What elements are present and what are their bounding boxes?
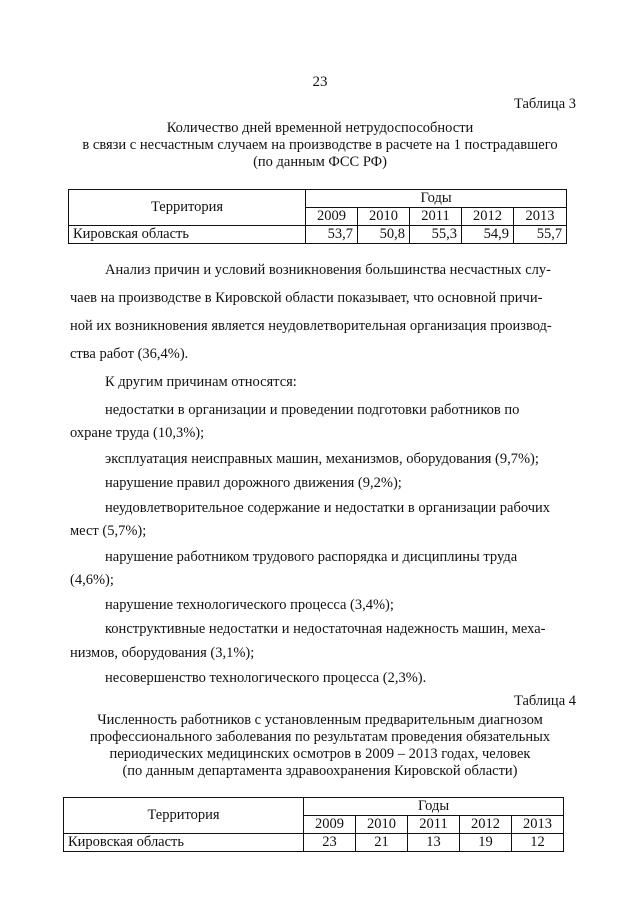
table4-value-cell: 12	[512, 834, 564, 852]
table4-year-header: 2010	[356, 816, 408, 834]
body-paragraph-intro: К другим причинам относятся:	[105, 374, 297, 390]
table3-header-territory: Территория	[69, 190, 306, 226]
table-row	[69, 226, 567, 244]
cause-item-line: мест (5,7%);	[70, 523, 147, 539]
page-number: 23	[312, 74, 328, 90]
table4-title-line: Численность работников с установленным предварительным диагнозом	[97, 712, 543, 728]
table3-year-header: 2009	[306, 208, 358, 226]
table4-label: Таблица 4	[513, 693, 576, 709]
table4	[63, 797, 564, 852]
cause-item-line: неудовлетворительное содержание и недостатки в организации рабочих	[105, 500, 551, 516]
table4-value-cell: 23	[304, 834, 356, 852]
cause-item-line: (4,6%);	[70, 572, 114, 588]
table3-year-header: 2012	[462, 208, 514, 226]
table4-value-cell: 21	[356, 834, 408, 852]
table4-year-header: 2009	[304, 816, 356, 834]
table4-title-line: (по данным департамента здравоохранения Кировской области)	[122, 763, 518, 779]
cause-item-line: нарушение правил дорожного движения (9,2%);	[105, 475, 402, 491]
table3-title	[70, 120, 570, 171]
table4-header-territory: Территория	[64, 798, 304, 834]
table3-title-line: Количество дней временной нетрудоспособности	[166, 120, 474, 136]
table4-value-cell: 13	[408, 834, 460, 852]
cause-item-line: низмов, оборудования (3,1%);	[70, 645, 255, 661]
table4-year-header: 2012	[460, 816, 512, 834]
cause-item-line: нарушение работником трудового распорядка и дисциплины труда	[105, 549, 518, 565]
table4-title-line: профессионального заболевания по результатам проведения обязательных	[89, 729, 551, 745]
table4-title	[60, 712, 580, 780]
table3-value-cell: 53,7	[306, 226, 358, 244]
table3-label: Таблица 3	[513, 96, 576, 112]
table3-year-header: 2011	[410, 208, 462, 226]
table4-header-years: Годы	[304, 798, 564, 816]
table4-year-header: 2013	[512, 816, 564, 834]
table3	[68, 189, 567, 244]
cause-item-line: несовершенство технологического процесса (2,3%).	[105, 670, 427, 686]
table3-region-cell: Кировская область	[69, 226, 306, 244]
table3-value-cell: 54,9	[462, 226, 514, 244]
table4-title-line: периодических медицинских осмотров в 2009 – 2013 годах, человек	[109, 746, 531, 762]
cause-item-line: недостатки в организации и проведении подготовки работников по	[105, 402, 520, 418]
table3-value-cell: 55,3	[410, 226, 462, 244]
table3-value-cell: 55,7	[514, 226, 567, 244]
body-paragraph-line: ства работ (36,4%).	[70, 346, 189, 362]
table-row	[64, 834, 564, 852]
cause-item-line: нарушение технологического процесса (3,4%);	[105, 597, 394, 613]
table3-year-header: 2010	[358, 208, 410, 226]
table3-title-line: (по данным ФСС РФ)	[253, 154, 387, 170]
body-paragraph-line: чаев на производстве в Кировской области показывает, что основной причи-	[70, 290, 543, 306]
table3-title-line: в связи с несчастным случаем на производстве в расчете на 1 пострадавшего	[82, 137, 558, 153]
body-paragraph-line: Анализ причин и условий возникновения большинства несчастных слу-	[105, 262, 551, 278]
table4-year-header: 2011	[408, 816, 460, 834]
table4-value-cell: 19	[460, 834, 512, 852]
table4-region-cell: Кировская область	[64, 834, 304, 852]
table3-year-header: 2013	[514, 208, 567, 226]
cause-item-line: эксплуатация неисправных машин, механизмов, оборудования (9,7%);	[105, 451, 539, 467]
table3-header-years: Годы	[306, 190, 567, 208]
table3-value-cell: 50,8	[358, 226, 410, 244]
cause-item-line: охране труда (10,3%);	[70, 425, 205, 441]
cause-item-line: конструктивные недостатки и недостаточная надежность машин, меха-	[105, 621, 546, 637]
body-paragraph-line: ной их возникновения является неудовлетворительная организация производ-	[70, 318, 552, 334]
